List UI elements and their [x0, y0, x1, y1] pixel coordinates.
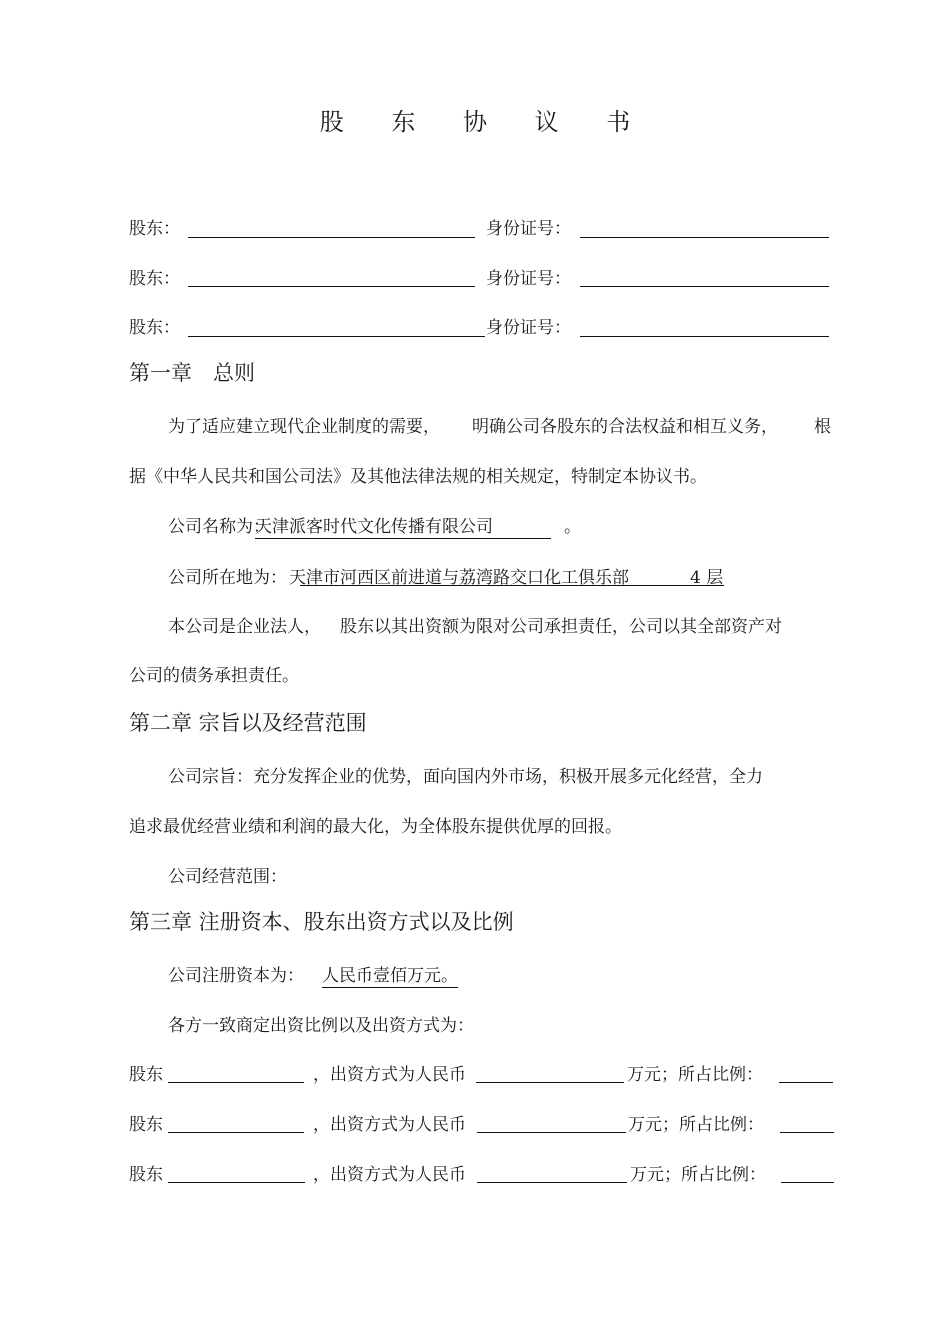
- contribution-row-label: 股东: [129, 1065, 163, 1085]
- paragraph-text: 明确公司各股东的合法权益和相互义务，: [472, 417, 778, 437]
- company-address-label: 公司所在地为：: [168, 568, 287, 588]
- contribution-row-label: 股东: [129, 1115, 163, 1135]
- chapter-heading: 第一章 总则: [129, 361, 255, 385]
- contribution-ratio-blank: [780, 1132, 834, 1133]
- id-number-blank: [580, 336, 829, 337]
- paragraph-text: 追求最优经营业绩和利润的最大化，为全体股东提供优厚的回报。: [129, 817, 622, 837]
- contribution-unit-text: 万元；所占比例：: [630, 1165, 766, 1185]
- contribution-method-text: ，出资方式为人民币: [313, 1165, 466, 1185]
- shareholder-name-blank: [188, 237, 475, 238]
- business-scope-label: 公司经营范围：: [168, 867, 287, 887]
- paragraph-text: 公司宗旨：充分发挥企业的优势，面向国内外市场，积极开展多元化经营，全力: [168, 767, 763, 787]
- punctuation: 。: [564, 517, 581, 537]
- contribution-amount-blank: [477, 1132, 626, 1133]
- paragraph-text: 据《中华人民共和国公司法》及其他法律法规的相关规定，特制定本协议书。: [129, 467, 707, 487]
- paragraph-text: 本公司是企业法人，: [168, 617, 321, 637]
- company-address-value: 天津市河西区前进道与荔湾路交口化工俱乐部: [289, 568, 629, 588]
- id-number-label: 身份证号：: [486, 318, 571, 338]
- shareholder-name-blank: [188, 336, 485, 337]
- contribution-amount-blank: [476, 1082, 624, 1083]
- company-address-floor: 4 层: [690, 568, 724, 588]
- address-underline: [300, 585, 724, 586]
- contribution-ratio-blank: [779, 1082, 833, 1083]
- id-number-blank: [580, 237, 829, 238]
- paragraph-text: 公司的债务承担责任。: [129, 666, 299, 686]
- registered-capital-label: 公司注册资本为：: [168, 966, 304, 986]
- chapter-heading: 第三章 注册资本、股东出资方式以及比例: [129, 910, 514, 934]
- contribution-amount-blank: [477, 1182, 627, 1183]
- paragraph-text: 根: [814, 417, 831, 437]
- contribution-ratio-blank: [781, 1182, 834, 1183]
- page-title: 股 东 协 议 书: [319, 108, 651, 136]
- contribution-row-label: 股东: [129, 1165, 163, 1185]
- contribution-name-blank: [168, 1082, 304, 1083]
- chapter-heading: 第二章 宗旨以及经营范围: [129, 711, 367, 735]
- contribution-name-blank: [168, 1182, 305, 1183]
- shareholder-label: 股东：: [129, 318, 180, 338]
- ratio-intro-text: 各方一致商定出资比例以及出资方式为：: [168, 1016, 474, 1036]
- shareholder-label: 股东：: [129, 269, 180, 289]
- registered-capital-value: 人民币壹佰万元。: [322, 961, 458, 988]
- company-name-label: 公司名称为：: [168, 517, 270, 537]
- contribution-unit-text: 万元；所占比例：: [627, 1065, 763, 1085]
- contribution-method-text: ，出资方式为人民币: [313, 1115, 466, 1135]
- shareholder-label: 股东：: [129, 219, 180, 239]
- company-name-value: 天津派客时代文化传播有限公司: [255, 512, 551, 539]
- id-number-label: 身份证号：: [486, 269, 571, 289]
- paragraph-text: 为了适应建立现代企业制度的需要，: [168, 417, 440, 437]
- shareholder-name-blank: [188, 286, 475, 287]
- id-number-label: 身份证号：: [486, 219, 571, 239]
- paragraph-text: 股东以其出资额为限对公司承担责任，公司以其全部资产对: [340, 617, 782, 637]
- contribution-method-text: ，出资方式为人民币: [313, 1065, 466, 1085]
- id-number-blank: [580, 286, 829, 287]
- contribution-name-blank: [168, 1132, 304, 1133]
- contribution-unit-text: 万元；所占比例：: [628, 1115, 764, 1135]
